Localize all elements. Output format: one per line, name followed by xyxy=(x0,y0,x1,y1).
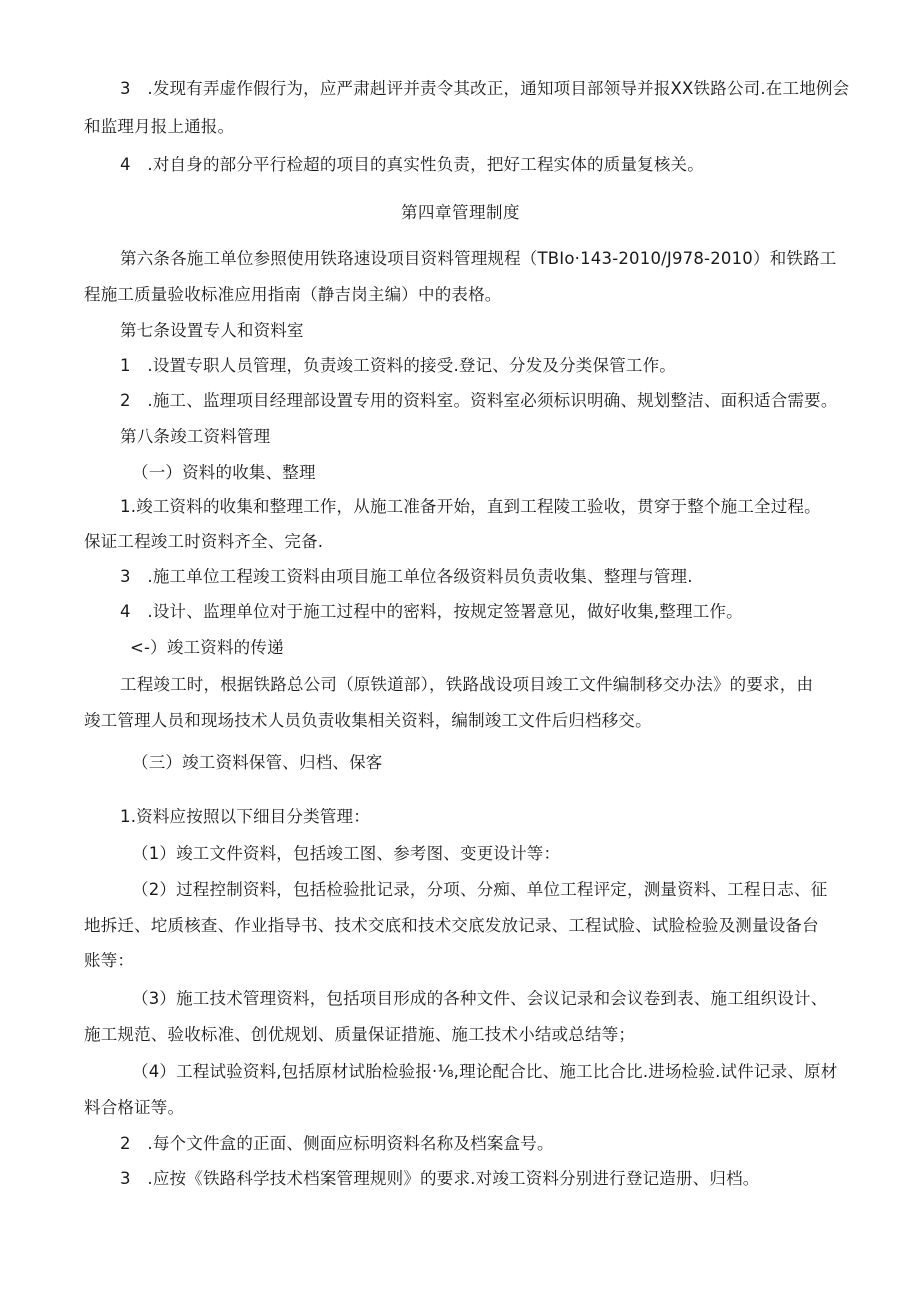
text-line: 3 .应按《铁路科学技术档案管理规则》的要求.对竣工资料分别进行登记造册、归档。 xyxy=(120,1169,760,1188)
section-heading: 第八条竣工资料管理 xyxy=(120,427,271,446)
text-line: 2 .每个文件盒的正面、侧面应标明资料名称及档案盒号。 xyxy=(120,1134,554,1153)
text-line: 第六条各施工单位参照使用铁珞速设项目资料管理规程（TBIo·143-2010/J978-2010）和铁路工 xyxy=(120,249,837,268)
text-line: 1.资料应按照以下细目分类管理： xyxy=(120,807,370,826)
text-line: 保证工程竣工时资料齐全、完备. xyxy=(84,532,324,551)
text-line: （3）施工技术管理资料，包括项目形成的各种文件、会议记录和会议卷到表、施工组织设计、 xyxy=(132,989,828,1008)
text-line: 1.竣工资料的收集和整理工作，从施工准备开始，直到工程陵工验收，贯穿于整个施工全过程。 xyxy=(120,497,821,516)
subsection-heading: （一）资料的收集、整理 xyxy=(132,463,316,482)
text-line: 3 .发现有弄虚作假行为，应严肃赳评并责令其改正，通知项目部领导并报XX铁路公司.在工地例会 xyxy=(120,79,850,98)
text-line: 2 .施工、监理项目经理部设置专用的资料室。资料室必须标识明确、规划整洁、面积适合需要。 xyxy=(120,391,838,410)
text-line: 施工规范、验收标准、创优规划、质量保证措施、施工技术小结或总结等； xyxy=(84,1025,636,1044)
text-line: 工程竣工时，根据铁路总公司（原铁道部），铁路战设项目竣工文件编制移交办法》的要求，由 xyxy=(120,675,814,694)
text-line: 账等： xyxy=(84,951,135,970)
text-line: 料合格证等。 xyxy=(84,1098,185,1117)
text-line: 地拆迁、坨质核查、作业指导书、技术交底和技术交底发放记录、工程试脸、试脸检验及测量设备台 xyxy=(84,916,819,935)
text-line: 3 .施工单位工程竣工资料由项目施工单位各级资料员负责收集、整理与管理. xyxy=(120,567,693,586)
text-line: （1）竣工文件资料，包括竣工图、参考图、变更设计等： xyxy=(132,844,561,863)
text-line: 4 .设计、监理单位对于施工过程中的密料，按规定签署意见，做好收集,整理工作。 xyxy=(120,602,743,621)
chapter-title: 第四章管理制度 xyxy=(401,203,520,222)
subsection-heading: <-）竣工资料的传递 xyxy=(130,638,284,657)
text-line: 4 .对自身的部分平行检超的项目的真实性负责，把好工程实体的质量复核关。 xyxy=(120,155,704,174)
subsection-heading: （三）竣工资料保管、归档、保客 xyxy=(132,753,383,772)
text-line: （4）工程试验资料,包括原材试胎检验报·⅛,理论配合比、施工比合比.进场检验.试件记录、原材 xyxy=(132,1062,838,1081)
text-line: 竣工管理人员和现场技术人员负责收集相关资料，编制竣工文件后归档移交。 xyxy=(84,711,652,730)
text-line: （2）过程控制资料，包括检验批记录，分项、分痴、单位工程评定，测量资料、工程日志、征 xyxy=(132,880,828,899)
text-line: 程施工质量验收标准应用指南（静吉岗主编）中的表格。 xyxy=(84,285,502,304)
text-line: 1 .设置专职人员管理，负责竣工资料的接受.登记、分发及分类保管工作。 xyxy=(120,356,676,375)
section-heading: 第七条设置专人和资料室 xyxy=(120,321,304,340)
text-line: 和监理月报上通报。 xyxy=(84,117,235,136)
